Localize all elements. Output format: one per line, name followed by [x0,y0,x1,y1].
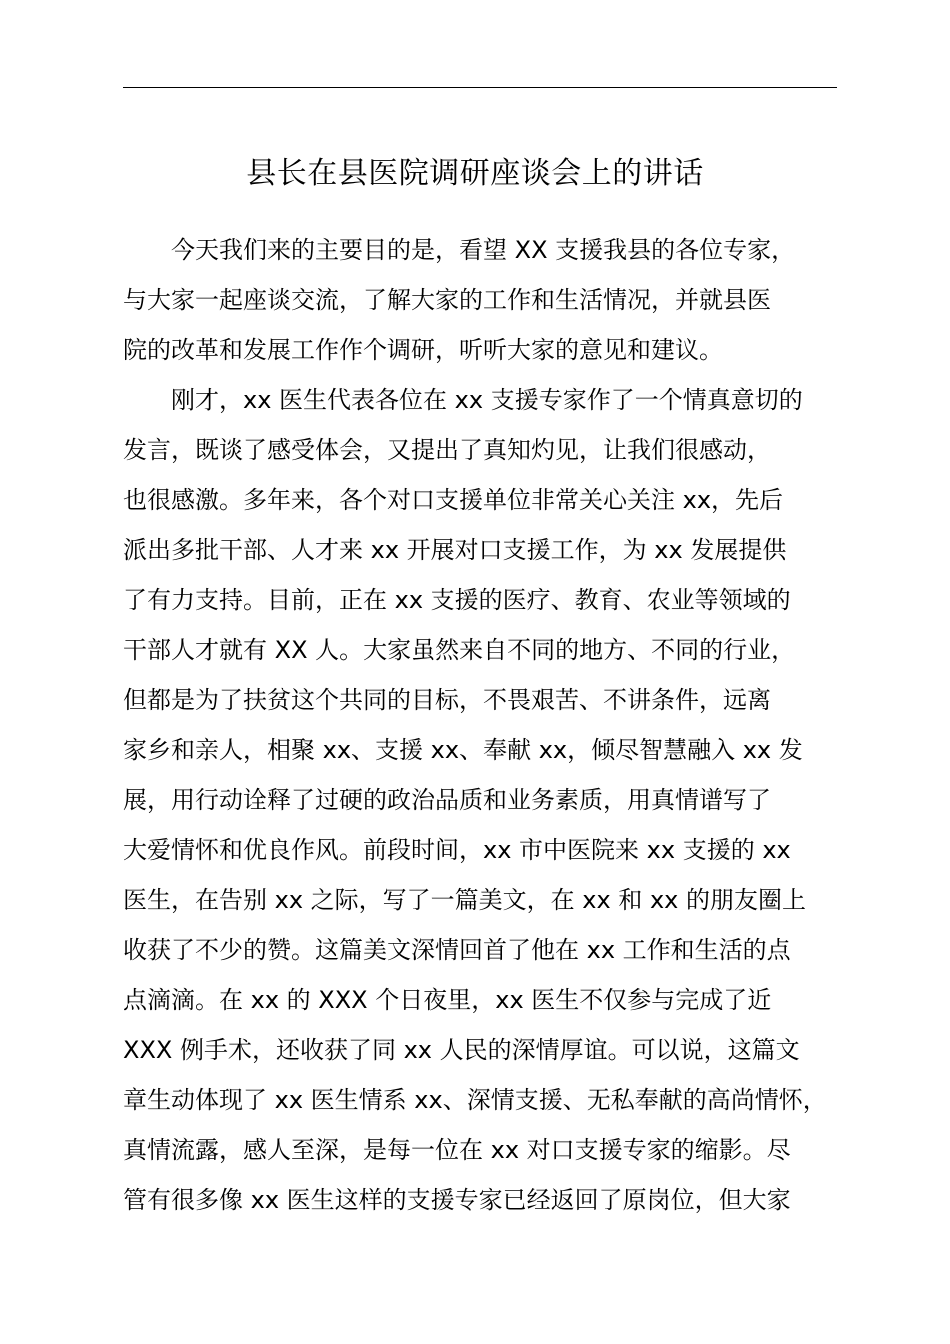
paragraph-line: 真情流露，感人至深，是每一位在 xx 对口支援专家的缩影。尽 [123,1136,791,1164]
paragraph-line: 院的改革和发展工作作个调研，听听大家的意见和建议。 [123,336,723,364]
paragraph-line: XXX 例手术，还收获了同 xx 人民的深情厚谊。可以说，这篇文 [123,1036,800,1064]
paragraph-line: 与大家一起座谈交流，了解大家的工作和生活情况，并就县医 [123,286,771,314]
document-title: 县长在县医院调研座谈会上的讲话 [246,156,704,191]
paragraph-line: 了有力支持。目前，正在 xx 支援的医疗、教育、农业等领域的 [123,586,791,614]
paragraph-line: 家乡和亲人，相聚 xx、支援 xx、奉献 xx，倾尽智慧融入 xx 发 [123,736,803,764]
paragraph-line: 发言，既谈了感受体会，又提出了真知灼见，让我们很感动， [123,436,771,464]
paragraph-line: 章生动体现了 xx 医生情系 xx、深情支援、无私奉献的高尚情怀， [123,1086,827,1114]
paragraph-line: 刚才，xx 医生代表各位在 xx 支援专家作了一个情真意切的 [171,386,803,414]
paragraph-line: 但都是为了扶贫这个共同的目标，不畏艰苦、不讲条件，远离 [123,686,771,714]
paragraph-line: 收获了不少的赞。这篇美文深情回首了他在 xx 工作和生活的点 [123,936,791,964]
paragraph-line: 派出多批干部、人才来 xx 开展对口支援工作，为 xx 发展提供 [123,536,787,564]
paragraph-line: 点滴滴。在 xx 的 XXX 个日夜里，xx 医生不仅参与完成了近 [123,986,772,1014]
paragraph-line: 干部人才就有 XX 人。大家虽然来自不同的地方、不同的行业， [123,636,796,664]
header-rule [123,87,837,88]
document-body [123,225,837,1225]
paragraph-line: 展，用行动诠释了过硬的政治品质和业务素质，用真情谱写了 [123,786,771,814]
paragraph-line: 今天我们来的主要目的是，看望 XX 支援我县的各位专家， [171,236,796,264]
paragraph-line: 大爱情怀和优良作风。前段时间，xx 市中医院来 xx 支援的 xx [123,836,791,864]
paragraph-line: 管有很多像 xx 医生这样的支援专家已经返回了原岗位，但大家 [123,1186,791,1214]
paragraph-line: 也很感激。多年来，各个对口支援单位非常关心关注 xx，先后 [123,486,784,514]
paragraph-line: 医生，在告别 xx 之际，写了一篇美文，在 xx 和 xx 的朋友圈上 [123,886,806,914]
